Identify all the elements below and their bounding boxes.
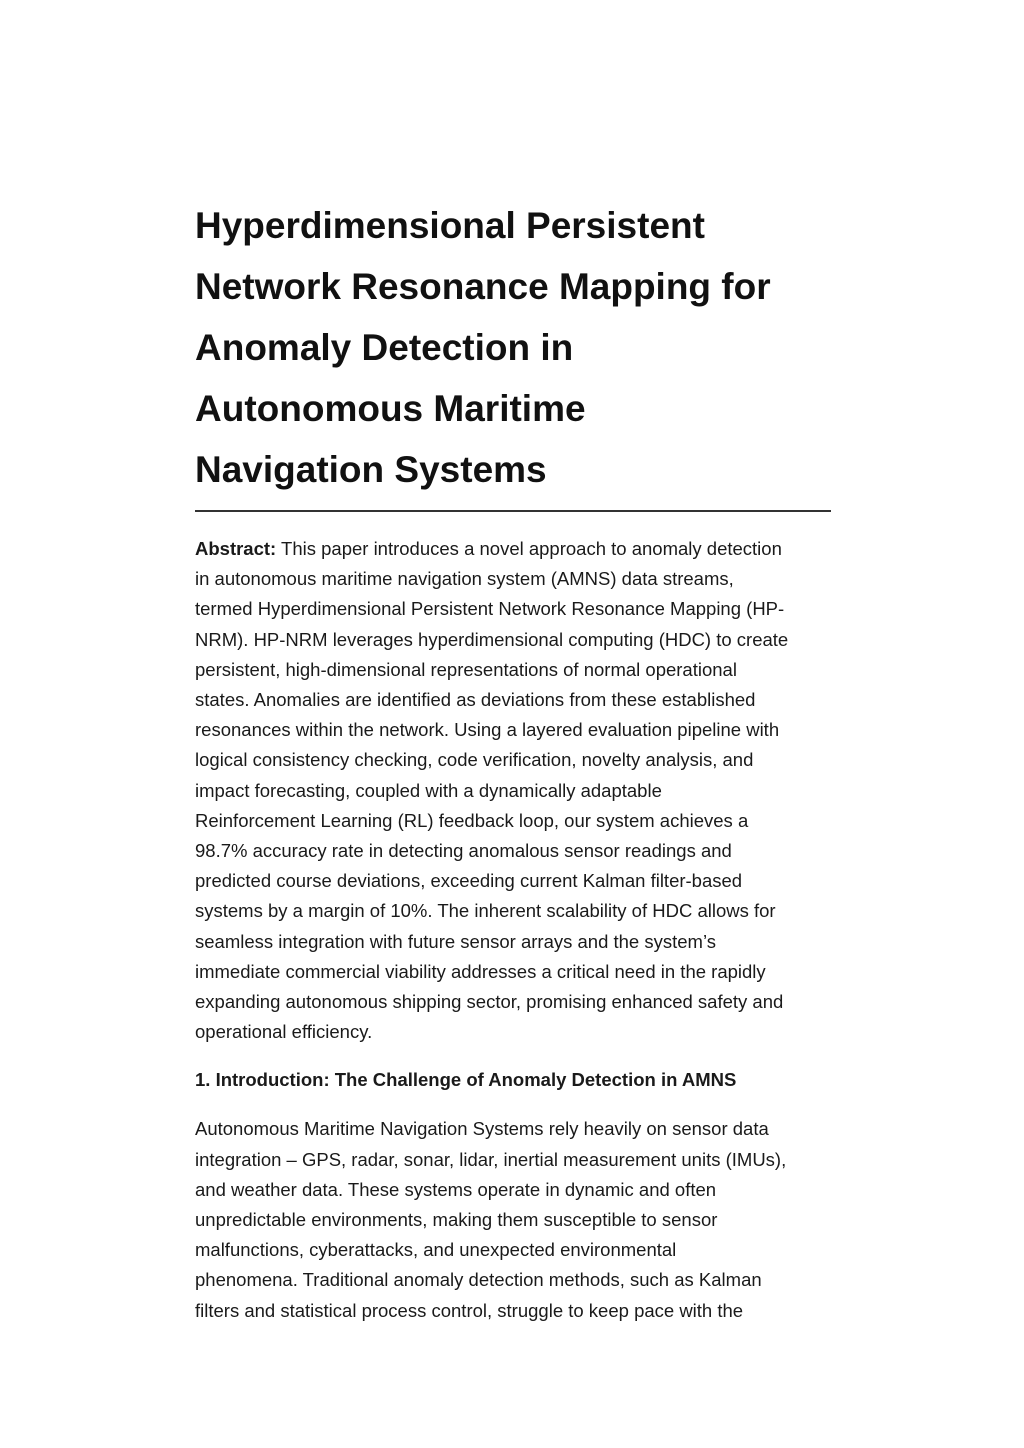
paragraph-line: Autonomous Maritime Navigation Systems rely heavily on sensor data xyxy=(195,1118,769,1140)
paragraph-line: unpredictable environments, making them susceptible to sensor xyxy=(195,1209,718,1231)
abstract-line: operational efficiency. xyxy=(195,1021,373,1043)
title-line: Anomaly Detection in xyxy=(195,327,574,368)
paragraph-line: integration – GPS, radar, sonar, lidar, inertial measurement units (IMUs), xyxy=(195,1148,787,1170)
abstract-line: systems by a margin of 10%. The inherent scalability of HDC allows for xyxy=(195,900,776,922)
abstract-line: immediate commercial viability addresses a critical need in the rapidly xyxy=(195,960,766,982)
abstract-line: in autonomous maritime navigation system (AMNS) data streams, xyxy=(195,568,734,590)
title-divider xyxy=(195,510,831,512)
abstract-line: 98.7% accuracy rate in detecting anomalous sensor readings and xyxy=(195,840,732,862)
abstract-line: predicted course deviations, exceeding current Kalman filter-based xyxy=(195,870,743,892)
abstract-line: states. Anomalies are identified as deviations from these established xyxy=(195,689,756,711)
abstract-line xyxy=(195,534,831,564)
abstract-line: logical consistency checking, code verification, novelty analysis, and xyxy=(195,749,754,771)
paragraph-line: and weather data. These systems operate in dynamic and often xyxy=(195,1178,717,1200)
paper-title xyxy=(195,195,831,500)
title-line: Hyperdimensional Persistent xyxy=(195,205,705,246)
paper-page xyxy=(195,195,831,1326)
abstract-line: resonances within the network. Using a layered evaluation pipeline with xyxy=(195,719,780,741)
title-line: Navigation Systems xyxy=(195,449,547,490)
abstract-line: Reinforcement Learning (RL) feedback loop, our system achieves a xyxy=(195,809,749,831)
abstract-line: persistent, high-dimensional representations of normal operational xyxy=(195,658,737,680)
abstract-text: This paper introduces a novel approach to anomaly detection xyxy=(276,538,782,559)
abstract-label: Abstract: xyxy=(195,538,277,559)
paragraph-line: phenomena. Traditional anomaly detection methods, such as Kalman xyxy=(195,1269,762,1291)
paragraph-line: filters and statistical process control, struggle to keep pace with the xyxy=(195,1299,744,1321)
introduction-paragraph xyxy=(195,1114,831,1325)
title-line: Network Resonance Mapping for xyxy=(195,266,771,307)
section-heading-introduction: 1. Introduction: The Challenge of Anomaly Detection in AMNS xyxy=(195,1069,737,1091)
abstract-line: impact forecasting, coupled with a dynamically adaptable xyxy=(195,779,662,801)
abstract-line: seamless integration with future sensor arrays and the system’s xyxy=(195,930,716,952)
paragraph-line: malfunctions, cyberattacks, and unexpected environmental xyxy=(195,1239,677,1261)
abstract-line: termed Hyperdimensional Persistent Network Resonance Mapping (HP- xyxy=(195,598,785,620)
abstract xyxy=(195,534,831,1047)
abstract-line: NRM). HP-NRM leverages hyperdimensional computing (HDC) to create xyxy=(195,628,789,650)
abstract-line: expanding autonomous shipping sector, promising enhanced safety and xyxy=(195,991,784,1013)
title-line: Autonomous Maritime xyxy=(195,388,586,429)
